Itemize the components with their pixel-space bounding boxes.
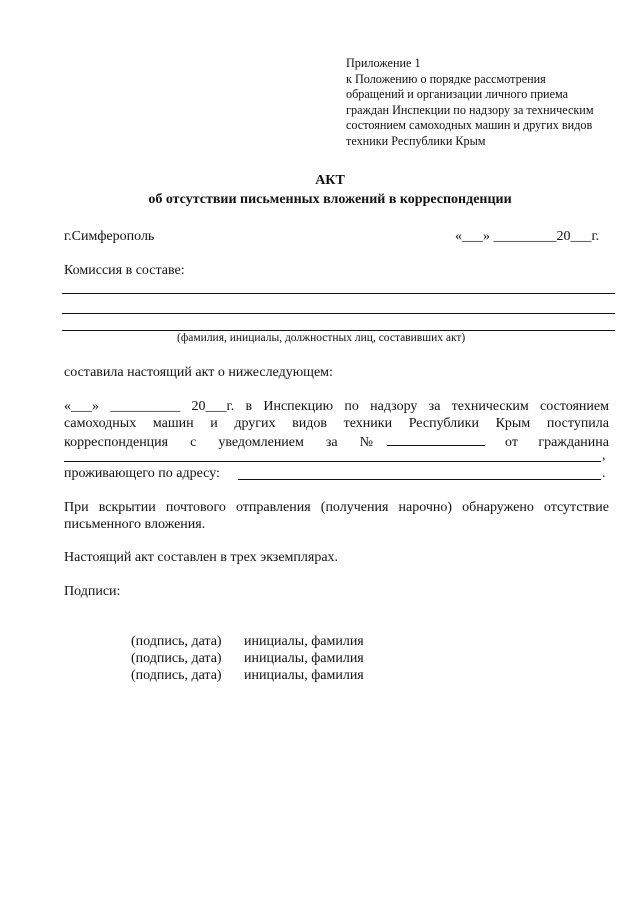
signature-placeholder: (подпись, дата) [131,668,222,683]
commission-blank-line [62,330,615,331]
appendix-line: к Положению о порядке рассмотрения [346,71,546,86]
signature-placeholder: (подпись, дата) [131,634,222,649]
paragraph-line: «___» __________ 20___г. в Инспекцию по надзору за техническим состоянием [64,399,609,414]
signature-name-placeholder: инициалы, фамилия [244,668,364,683]
appendix-note [346,56,594,149]
signature-placeholder: (подпись, дата) [131,651,222,666]
commission-caption: (фамилия, инициалы, должностных лиц, составивших акт) [177,332,466,344]
address-label: проживающего по адресу: [64,466,220,481]
appendix-line: состоянием самоходных машин и других видов [346,118,593,132]
paragraph-line: самоходных машин и других видов техники Республики Крым поступила [64,416,609,431]
appendix-line: обращений и организации личного приема [346,87,569,101]
dot-mark: . [602,466,606,481]
date-field: «___» _________20___г. [455,229,600,244]
signature-row [131,634,364,650]
signature-row [131,651,364,667]
paragraph-line: Настоящий акт составлен в трех экземплярах. [64,550,339,565]
paragraph-line: При вскрытии почтового отправления (получения нарочно) обнаружено отсутствие [64,500,609,515]
correspondence-text: корреспонденция с уведомлением за № [64,435,373,450]
citizen-name-blank [64,461,601,462]
paragraph-line [64,432,609,452]
intro-text: составила настоящий акт о нижеследующем: [64,365,333,380]
document-title: АКТ [315,173,345,188]
city-label: г.Симферополь [64,229,155,244]
from-citizen-text: от гражданина [505,435,609,450]
appendix-line: граждан Инспекции по надзору за техническим [346,102,594,117]
number-blank [387,432,485,446]
signatures-label: Подписи: [64,584,121,599]
commission-blank-line [62,313,615,314]
appendix-line: техники Республики Крым [346,133,486,148]
signature-name-placeholder: инициалы, фамилия [244,634,364,649]
address-blank [238,479,601,480]
commission-blank-line [62,293,615,294]
comma-mark: , [602,448,606,463]
commission-label: Комиссия в составе: [64,263,185,278]
signature-name-placeholder: инициалы, фамилия [244,651,364,666]
document-subtitle: об отсутствии письменных вложений в корреспонденции [148,192,512,207]
paragraph-line: письменного вложения. [64,517,206,532]
appendix-line: Приложение 1 [346,56,421,70]
signature-row [131,668,364,684]
